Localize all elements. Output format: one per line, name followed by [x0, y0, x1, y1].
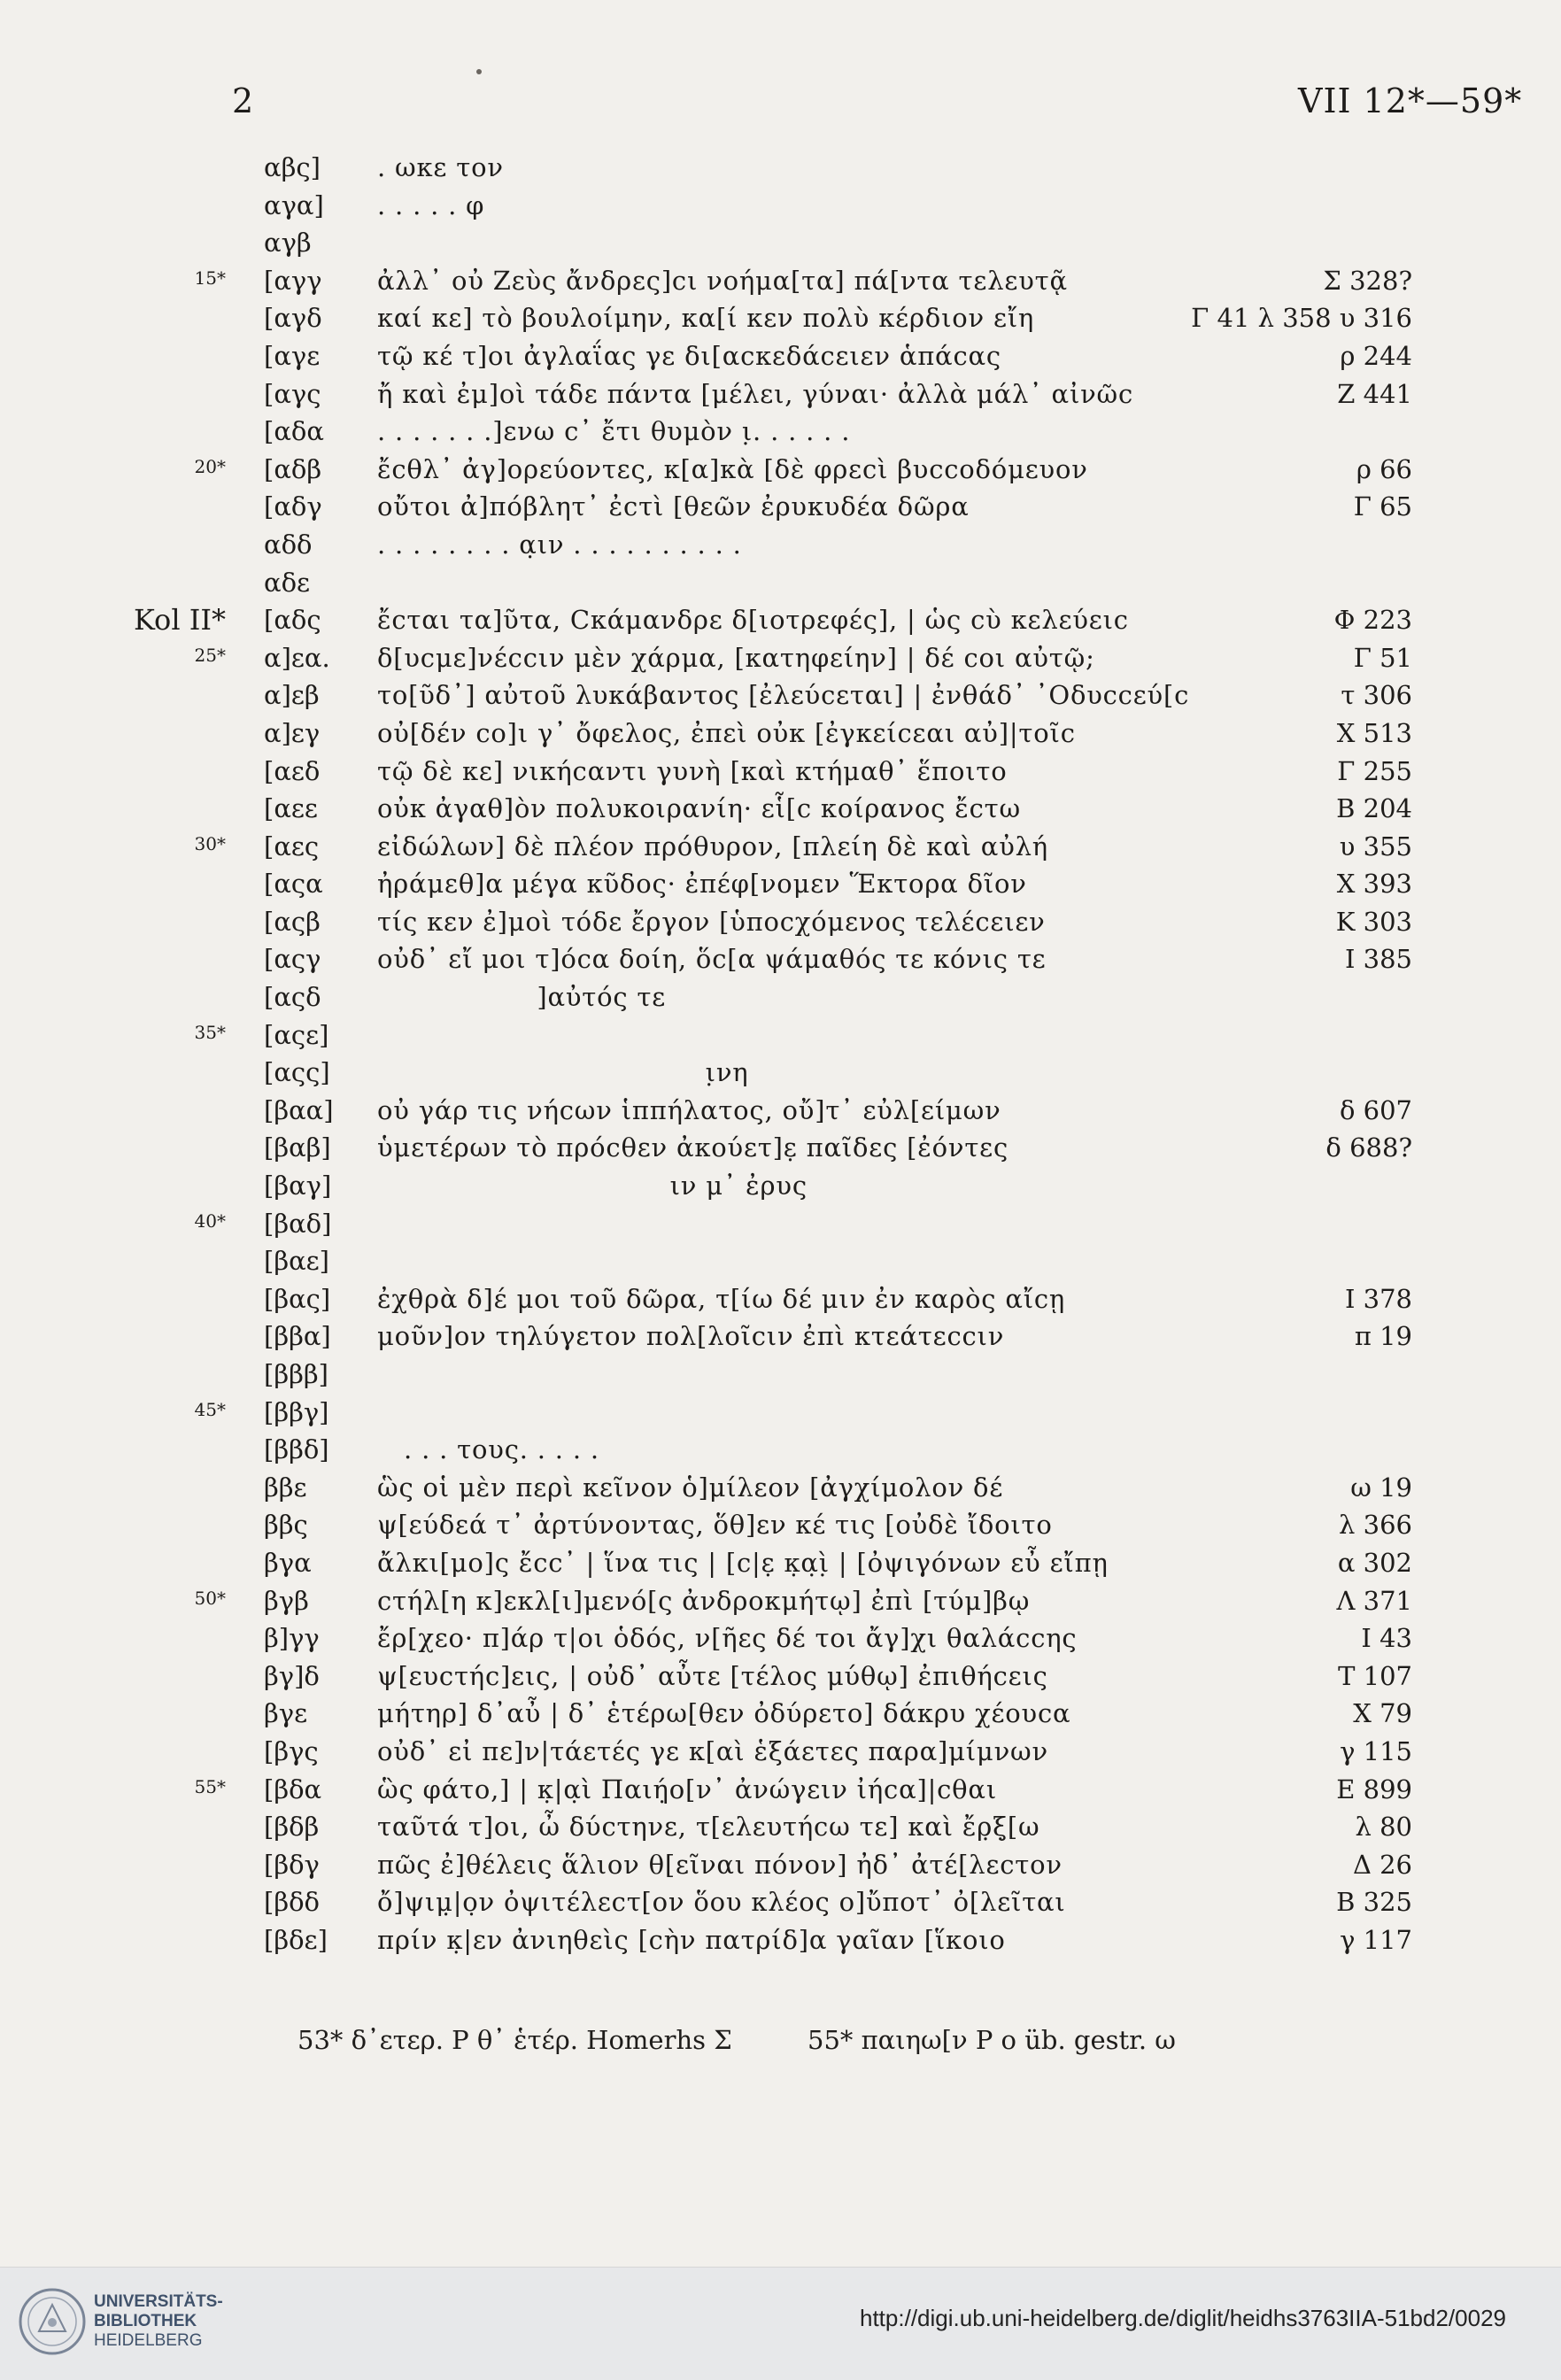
- text-line: [0, 1129, 1561, 1167]
- line-code: [αγδ: [264, 303, 322, 334]
- text-line: [0, 790, 1561, 828]
- ink-speck: [476, 69, 482, 74]
- line-text: ὑμετέρων τὸ πρόϲθεν ἀκούετ]ε̣ παῖδες [ἐόντες: [377, 1132, 1009, 1163]
- line-text: οὔτοι ἀ]πόβλητ᾽ ἐϲτὶ [θεῶν ἐρυκυδέα δῶρα: [377, 491, 970, 522]
- line-number: Kol II*: [134, 603, 226, 638]
- line-code: βγβ: [264, 1585, 309, 1616]
- text-lines: [0, 149, 1561, 1959]
- line-text: ἠράμεθ]α μέγα κῦδος· ἐπέφ[νομεν Ἕκτορα δῖον: [377, 869, 1027, 900]
- line-text: οὐδ᾽ εἴ μοι τ]όϲα δοίη, ὅϲ[α ψάμαθός τε κόνις τε: [377, 944, 1047, 975]
- line-text: ἔρ[χεο· π]άρ τ|οι ὁδός, ν[ῆες δέ τοι ἄγ]χι θαλάϲϲης: [377, 1623, 1078, 1654]
- line-number: 30*: [194, 832, 226, 854]
- line-code: [αγς: [264, 378, 321, 409]
- line-code: [ββδ]: [264, 1434, 329, 1465]
- line-reference: Χ 513: [1336, 717, 1412, 748]
- line-code: [βαε]: [264, 1246, 330, 1277]
- library-name-2: BIBLIOTHEK: [94, 2312, 197, 2330]
- line-text: . ωκε τον: [377, 152, 504, 182]
- text-line: [0, 1394, 1561, 1432]
- line-reference: π 19: [1354, 1321, 1412, 1352]
- line-text: το[ῦδ᾽] αὐτοῦ λυκάβαντος [ἐλεύϲεται] | ἐνθάδ᾽ ᾽Οδυϲϲεύ[ϲ: [377, 680, 1190, 711]
- line-reference: α 302: [1337, 1547, 1412, 1578]
- text-line: [0, 1771, 1561, 1809]
- line-text: ἄλκι[μο]ς ἔϲϲ᾽ | ἵνα τις | [ϲ|ε̣ κ̣α̣ὶ̣ | [ὀψιγόνων εὖ εἴπῃ: [377, 1547, 1109, 1578]
- line-text: ψ[εύδεά τ᾽ ἀρτύνοντας, ὅθ]εν κέ τις [οὐδὲ ἴδοιτο: [377, 1510, 1053, 1541]
- text-line: [0, 1242, 1561, 1280]
- text-line: [0, 1808, 1561, 1846]
- line-reference: Ι 378: [1344, 1283, 1412, 1314]
- line-reference: Κ 303: [1335, 906, 1412, 937]
- text-line: [0, 865, 1561, 903]
- line-code: [αδγ: [264, 491, 322, 522]
- line-reference: Ε 899: [1336, 1773, 1412, 1804]
- line-code: [αεδ: [264, 755, 321, 786]
- text-line: [0, 451, 1561, 489]
- line-reference: Δ 26: [1352, 1849, 1412, 1880]
- line-reference: λ 80: [1355, 1812, 1412, 1843]
- text-line: [0, 1167, 1561, 1205]
- line-reference: Τ 107: [1338, 1660, 1412, 1691]
- line-text: εἰδώλων] δὲ πλέον πρόθυρον, [πλείη δὲ καὶ αὐλή: [377, 831, 1048, 862]
- line-code: [ββγ]: [264, 1396, 329, 1427]
- line-reference: γ 115: [1340, 1735, 1412, 1766]
- line-code: αγβ: [264, 228, 312, 259]
- line-code: αγα]: [264, 189, 324, 220]
- line-reference: Χ 393: [1336, 869, 1412, 900]
- text-line: [0, 1658, 1561, 1696]
- line-number: 45*: [194, 1398, 226, 1420]
- line-code: [βββ]: [264, 1359, 328, 1389]
- university-logo[interactable]: [18, 2287, 87, 2356]
- line-reference: Ι 385: [1344, 944, 1412, 975]
- line-code: [βδα: [264, 1773, 322, 1804]
- text-line: [0, 1619, 1561, 1658]
- line-code: [αδβ: [264, 453, 322, 484]
- seal-icon: [18, 2287, 87, 2356]
- line-number: 50*: [194, 1587, 226, 1609]
- line-code: [αεε: [264, 793, 318, 824]
- text-line: [0, 940, 1561, 978]
- line-text: ἔϲται τα]ῦτα, Cκάμανδρε δ[ιοτρεφές], | ὡς cὺ κελεύειϲ: [377, 605, 1129, 636]
- line-text: οὐ[δέν ϲο]ι γ᾽ ὄφελος, ἐπεὶ οὐκ [ἐγκείϲεαι αὐ]|τοῖϲ: [377, 717, 1076, 748]
- text-line: [0, 1883, 1561, 1921]
- line-reference: ρ 244: [1340, 340, 1412, 371]
- line-code: α]εα.: [264, 642, 330, 673]
- text-line: [0, 1506, 1561, 1544]
- line-code: α]εβ: [264, 680, 320, 711]
- line-number: 55*: [194, 1775, 226, 1797]
- line-reference: Γ 255: [1337, 755, 1412, 786]
- text-line: [0, 1205, 1561, 1243]
- footnote-53: 53* δ᾽ετερ. P θ᾽ ἑτέρ. Homerhs Σ: [298, 2025, 732, 2055]
- line-text: ὄ]ψιμ̣|ο̣ν ὀψιτέλεϲτ[ον ὅου κλέος ο]ὔποτ᾽ ὀ[λεῖται: [377, 1887, 1066, 1918]
- text-line: [0, 1318, 1561, 1356]
- line-number: 40*: [194, 1209, 226, 1232]
- text-line: [0, 828, 1561, 866]
- footer-bar: [0, 2267, 1561, 2380]
- line-text: ϲτήλ[η κ]εκλ[ι]μενό[ς ἀνδροκμήτῳ] ἐπὶ [τύμ]βῳ: [377, 1585, 1031, 1616]
- line-reference: Χ 79: [1353, 1698, 1412, 1729]
- line-code: [αδα: [264, 416, 324, 447]
- text-line: [0, 715, 1561, 753]
- line-code: [βδδ: [264, 1887, 320, 1918]
- line-text: οὐδ᾽ εἰ πε]ν|τάετές γε κ[αὶ ἑξάετες παρα]μίμνων: [377, 1735, 1048, 1766]
- line-text: οὐ γάρ τις νήϲων ἱππήλατος, οὔ]τ᾽ εὐλ[είμων: [377, 1094, 1001, 1125]
- library-name-3: HEIDELBERG: [94, 2331, 203, 2350]
- line-code: ββς: [264, 1510, 308, 1541]
- line-code: [βγς: [264, 1735, 319, 1766]
- line-reference: Β 325: [1336, 1887, 1412, 1918]
- line-text: μοῦν]ον τηλύγετον πολ[λοῖϲιν ἐπὶ κτεάτεϲϲιν: [377, 1321, 1005, 1352]
- line-text: . . . . . . . . α̣ιν . . . . . . . . . .: [377, 529, 742, 560]
- line-text: δ[υϲμε]νέϲϲιν μὲν χάρμα, [κατηφείην] | δέ ϲοι αὐτῷ;: [377, 642, 1095, 673]
- line-text: ἀλλ᾽ οὐ Ζεὺς ἄνδρες]ϲι νοήμα[τα] πά[ντα τελευτᾷ: [377, 265, 1068, 296]
- line-reference: τ 306: [1341, 680, 1412, 711]
- line-text: τῷ δὲ κε] νικήϲαντι γυνὴ [καὶ κτήμαθ᾽ ἕποιτο: [377, 755, 1008, 786]
- text-line: [0, 337, 1561, 375]
- line-code: [ββα]: [264, 1321, 331, 1352]
- line-text: τίς κεν ἐ]μοὶ τόδε ἔργον [ὑποϲχόμενος τελέϲειεν: [377, 906, 1046, 937]
- line-text: ]αὐτός τε: [377, 982, 667, 1013]
- line-code: [βδε]: [264, 1924, 328, 1955]
- line-text: ψ[ευϲτήϲ]εις, | οὐδ᾽ αὖτε [τέλος μύθῳ] ἐπιθήϲεις: [377, 1660, 1048, 1691]
- library-name-1: UNIVERSITÄTS-: [94, 2292, 223, 2311]
- line-code: α]εγ: [264, 717, 321, 748]
- line-code: β]γγ: [264, 1623, 320, 1654]
- line-code: βγα: [264, 1547, 312, 1578]
- line-code: [βας]: [264, 1283, 331, 1314]
- line-reference: Γ 51: [1353, 642, 1412, 673]
- text-line: [0, 1016, 1561, 1055]
- line-reference: Ι 43: [1361, 1623, 1412, 1654]
- line-text: ὣς οἱ μὲν περὶ κεῖνον ὁ]μίλεον [ἀγχίμολον δέ: [377, 1472, 1004, 1503]
- text-line: [0, 903, 1561, 941]
- text-line: [0, 753, 1561, 791]
- line-text: πῶς ἐ]θέλεις ἅλιον θ[εῖναι πόνον] ἠδ᾽ ἀτέ[λεϲτον: [377, 1849, 1063, 1880]
- text-line: [0, 413, 1561, 451]
- line-text: οὐκ ἀγαθ]ὸν πολυκοιρανίη· εἷ[ϲ κοίρανος ἔϲτω: [377, 793, 1021, 824]
- line-code: [βδβ: [264, 1812, 320, 1843]
- line-text: . . . . . φ: [377, 189, 485, 220]
- line-code: [βαα]: [264, 1094, 334, 1125]
- line-code: [αδς: [264, 605, 321, 636]
- line-code: [βαδ]: [264, 1208, 332, 1239]
- text-line: [0, 224, 1561, 262]
- text-line: [0, 1846, 1561, 1884]
- text-line: [0, 187, 1561, 225]
- text-line: [0, 1356, 1561, 1394]
- line-reference: Λ 371: [1336, 1585, 1412, 1616]
- line-number: 20*: [194, 455, 226, 477]
- line-code: ββε: [264, 1472, 307, 1503]
- line-code: [αςβ: [264, 906, 321, 937]
- line-text: ὣς φάτο,] | κ̣|α̣ὶ Παιή̣ο[ν᾽ ἀνώγειν ἰήϲα]|ϲθαι: [377, 1773, 997, 1804]
- line-reference: δ 688?: [1325, 1132, 1412, 1163]
- line-code: αβς]: [264, 152, 321, 182]
- page-number: 2: [232, 81, 254, 120]
- line-code: αδε: [264, 567, 311, 598]
- text-line: [0, 1582, 1561, 1620]
- running-head: VII 12*—59*: [1298, 81, 1523, 120]
- line-reference: Σ 328?: [1323, 265, 1412, 296]
- line-number: 35*: [194, 1021, 226, 1043]
- line-text: πρίν κ̣|εν ἀνιηθεὶς [ϲὴν πατρίδ]α γαῖαν [ἵκοιο: [377, 1924, 1006, 1955]
- line-reference: Γ 65: [1353, 491, 1412, 522]
- text-line: [0, 375, 1561, 413]
- text-line: [0, 1469, 1561, 1507]
- text-line: [0, 1921, 1561, 1959]
- text-line: [0, 1544, 1561, 1582]
- line-code: [αςα: [264, 869, 323, 900]
- line-reference: ω 19: [1350, 1472, 1412, 1503]
- text-line: [0, 1733, 1561, 1771]
- line-text: . . . . . . .]ενω c᾽ ἔτι θυμὸν ι̣. . . . . .: [377, 416, 851, 447]
- permalink[interactable]: http://digi.ub.uni-heidelberg.de/diglit/heidhs3763IIA-51bd2/0029: [860, 2305, 1506, 2331]
- line-code: [βδγ: [264, 1849, 320, 1880]
- text-line: [0, 1280, 1561, 1318]
- text-line: [0, 1092, 1561, 1130]
- text-line: [0, 488, 1561, 526]
- text-line: [0, 978, 1561, 1016]
- line-code: [βαγ]: [264, 1171, 332, 1202]
- line-reference: Β 204: [1336, 793, 1412, 824]
- line-text: ι̣νη: [377, 1057, 749, 1088]
- line-text: μήτηρ] δ᾽αὖ | δ᾽ ἑτέρω[θεν ὀδύρετο] δάκρυ χέουϲα: [377, 1698, 1071, 1729]
- text-line: [0, 299, 1561, 337]
- line-code: [βαβ]: [264, 1132, 331, 1163]
- text-line: [0, 1695, 1561, 1733]
- line-reference: Γ 41 λ 358 υ 316: [1191, 303, 1412, 334]
- line-code: [αςγ: [264, 944, 321, 975]
- text-line: [0, 526, 1561, 564]
- line-reference: υ 355: [1339, 831, 1412, 862]
- line-reference: λ 366: [1339, 1510, 1412, 1541]
- line-text: . . . τους. . . . .: [377, 1434, 599, 1465]
- text-line: [0, 639, 1561, 677]
- line-code: [αγγ: [264, 265, 322, 296]
- line-reference: δ 607: [1339, 1094, 1412, 1125]
- line-text: ἐχθρὰ δ]έ μοι τοῦ δῶρα, τ[ίω δέ μιν ἐν καρὸς αἴϲῃ: [377, 1283, 1066, 1314]
- text-line: [0, 149, 1561, 187]
- text-line: [0, 1054, 1561, 1092]
- line-text: καί κε] τὸ βουλοίμην, κα[ί κεν πολὺ κέρδιον εἴη: [377, 303, 1035, 334]
- text-line: [0, 564, 1561, 602]
- line-text: ἔϲθλ᾽ ἀγ]ορεύοντες, κ[α]κὰ [δὲ φρεϲὶ βυϲϲοδόμευον: [377, 453, 1088, 484]
- text-line: [0, 676, 1561, 715]
- line-code: [αγε: [264, 340, 321, 371]
- line-code: [αςδ: [264, 982, 321, 1013]
- line-number: 25*: [194, 644, 226, 666]
- line-reference: Φ 223: [1333, 605, 1412, 636]
- text-line: [0, 1431, 1561, 1469]
- line-code: βγε: [264, 1698, 308, 1729]
- line-text: ἤ καὶ ἐμ]οὶ τάδε πάντα [μέλει, γύναι· ἀλλὰ μάλ᾽ αἰνῶϲ: [377, 378, 1134, 409]
- text-line: [0, 262, 1561, 300]
- line-reference: γ 117: [1340, 1924, 1412, 1955]
- line-code: [αες: [264, 831, 320, 862]
- line-code: [αςς]: [264, 1057, 330, 1088]
- line-text: τῷ κέ τ]οι ἀγλαΐας γε δι[αϲκεδάϲειεν ἁπάϲας: [377, 340, 1001, 371]
- line-code: αδδ: [264, 529, 313, 560]
- line-code: [αςε]: [264, 1019, 329, 1050]
- line-text: ταῦτά τ]οι, ὦ δύϲτηνε, τ[ελευτήϲω τε] καὶ ἔρ̣ξ̣[ω: [377, 1812, 1040, 1843]
- footnote-55: 55* παιηω[ν P o üb. gestr. ω: [808, 2025, 1176, 2055]
- line-reference: ρ 66: [1356, 453, 1412, 484]
- line-reference: Ζ 441: [1337, 378, 1412, 409]
- line-text: ιν μ᾽ ἐρυς: [377, 1171, 808, 1202]
- line-code: βγ]δ: [264, 1660, 320, 1691]
- text-line: [0, 601, 1561, 639]
- line-number: 15*: [194, 267, 226, 289]
